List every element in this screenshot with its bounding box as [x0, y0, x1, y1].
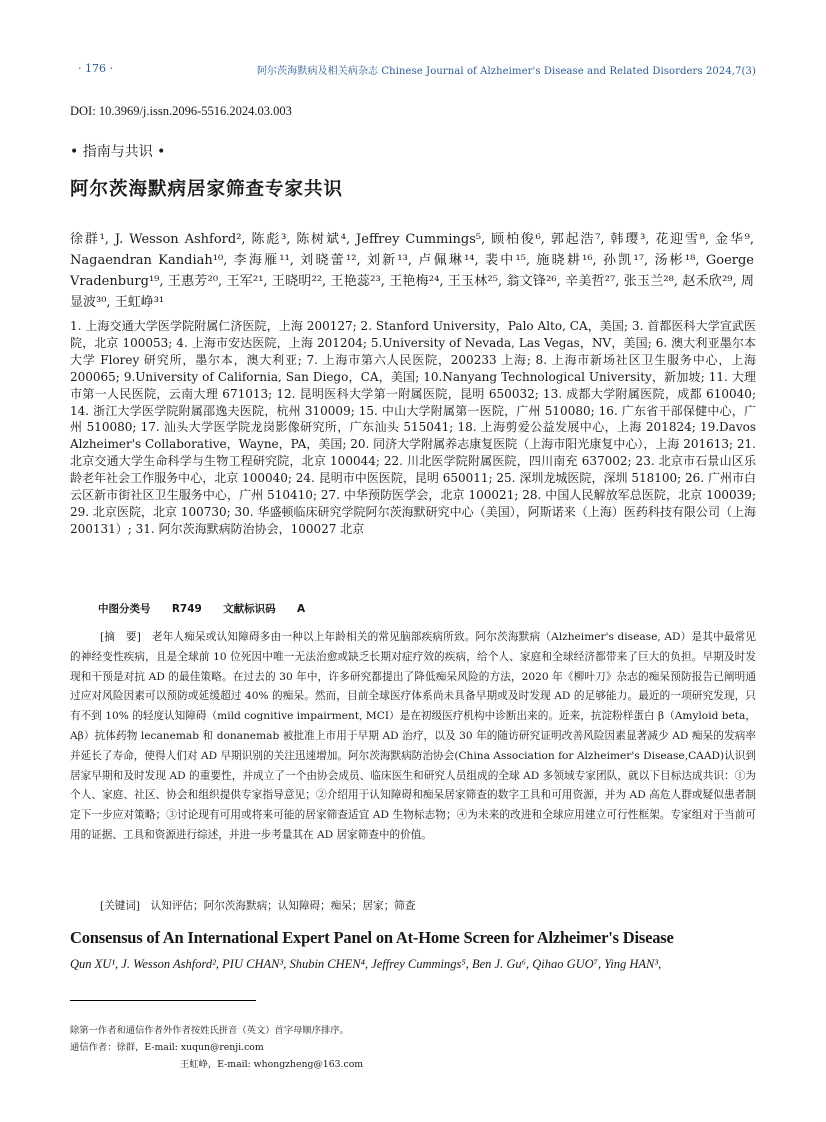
author-list-cn: 徐群¹, J. Wesson Ashford², 陈彪³, 陈树斌⁴, Jeffrey Cummings⁵, 顾柏俊⁶, 郭起浩⁷, 韩璎³, 花迎雪⁸, 金华⁹, Nagaendran Kandiah¹⁰, 李海雁¹¹, 刘晓蕾¹², 刘新¹³, 卢佩琳¹⁴, 裴中¹⁵, 施晓耕¹⁶, 孙凯¹⁷, 汤彬¹⁸, Goerge Vradenburg¹⁹, 王惠芳²⁰, 王军²¹, 王晓明²², 王艳蕊²³, 王艳梅²⁴, 王玉林²⁵, 翁文锋²⁶, 辛美哲²⁷, 张玉兰²⁸, 赵禾欣²⁹, 周显波³⁰, 王虹峥³¹	[70, 232, 754, 310]
footnote-divider	[70, 1000, 256, 1001]
clc-label: 中图分类号	[98, 603, 151, 615]
affiliation-text: 1. 上海交通大学医学院附属仁济医院，上海 200127; 2. Stanford University，Palo Alto, CA，美国; 3. 首都医科大学宣武医院，北京 100053; 4. 上海市安达医院，上海 201204; 5.University of Nevada, Las Vegas，NV，美国; 6. 澳大利亚墨尔本大学 Florey 研究所，墨尔本，澳大利亚; 7. 上海市第六人民医院，200233 上海; 8. 上海市新场社区卫生服务中心，上海 200065; 9.University of California, San Diego，CA，美国; 10.Nanyang Technological University，新加坡; 11. 大理市第一人民医院，云南大理 671013; 12. 昆明医科大学第一附属医院，昆明 650032; 13. 成都大学附属医院，成都 610040; 14. 浙江大学医学院附属邵逸夫医院，杭州 310009; 15. 中山大学附属第一医院，广州 510080; 16. 广东省干部保健中心，广州 510080; 17. 汕头大学医学院龙岗影像研究所，广东汕头 515041; 18. 上海剪爱公益发展中心，上海 201824; 19.Davos Alzheimer's Collaborative，Wayne，PA，美国; 20. 同济大学附属养志康复医院（上海市阳光康复中心），上海 201613; 21. 北京交通大学生命科学与生物工程研究院，北京 100044; 22. 川北医学院附属医院，四川南充 637002; 23. 北京市石景山区乐龄老年社会工作服务中心，北京 100040; 24. 昆明市中医医院，昆明 650011; 25. 深圳龙城医院，深圳 518100; 26. 广州市白云区新市街社区卫生服务中心，广州 510410; 27. 中华预防医学会，北京 100021; 28. 中国人民解放军总医院，北京 100039; 29. 北京医院，北京 100730; 30. 华盛顿临床研究学院阿尔茨海默研究中心（美国），阿斯诺来（上海）医药科技有限公司（上海 200131）; 31. 阿尔茨海默病防治协会，100027 北京	[70, 319, 756, 536]
classification-line	[98, 601, 305, 616]
journal-title: 阿尔茨海默病及相关病杂志 Chinese Journal of Alzheimer's Disease and Related Disorders 2024,7(3)	[256, 66, 756, 77]
author-order-note: 除第一作者和通信作者外作者按姓氏拼音（英文）首字母顺序排序。	[70, 1025, 349, 1036]
affiliations	[70, 318, 756, 538]
running-header	[70, 62, 756, 80]
corresponding-author-2[interactable]: 王虹峥，E-mail: whongzheng@163.com	[180, 1059, 364, 1070]
abstract-cn: [摘 要] 老年人痴呆或认知障碍多由一种以上年龄相关的常见脑部疾病所致。阿尔茨海默病（Alzheimer's disease, AD）是其中最常见的神经变性疾病，且是全球前 10 位死因中唯一无法治愈或缺乏长期对症疗效的疾病，给个人、家庭和全球经济都带来了巨大的负担。早期及时发现和干预是对抗 AD 的最佳策略。在过去的 30 年中，许多研究都提出了降低痴呆风险的方法，2020 年《柳叶刀》杂志的痴呆预防报告已阐明通过应对风险因素可以预防或延缓超过 40% 的痴呆。然而，目前全球医疗体系尚未具备早期或及时发现 AD 的足够能力。最近的一项研究发现，只有不到 10% 的轻度认知障碍（mild cognitive impairment, MCI）是在初级医疗机构中诊断出来的。近来，抗淀粉样蛋白 β（Amyloid beta，Aβ）抗体药物 lecanemab 和 donanemab 被批准上市用于早期 AD 治疗，以及 30 年的随访研究证明改善风险因素显著减少 AD 痴呆的发病率并延长了寿命，使得人们对 AD 早期识别的关注迅速增加。阿尔茨海默病防治协会(China Association for Alzheimer's Disease,CAAD)认识到居家早期和及时发现 AD 的重要性，并成立了一个由协会成员、临床医生和研究人员组成的全球 AD 多领域专家团队，就以下目标达成共识：①为个人、家庭、社区、协会和组织提供专家指导意见；②介绍用于认知障碍和痴呆居家筛查的数字工具和可用资源，并为 AD 高危人群或疑似患者制定下一步应对策略；③讨论现有可用或将来可能的居家筛查适宜 AD 生物标志物；④为未来的改进和全球应用建立可行性框架。专家组对于当前可用的证据、工具和资源进行综述，并进一步考量其在 AD 居家筛查中的价值。	[70, 631, 756, 841]
article-title-en: Consensus of An International Expert Panel on At-Home Screen for Alzheimer's Disease	[70, 928, 674, 947]
corresponding-author-1[interactable]: 通信作者：徐群，E-mail: xuqun@renji.com	[70, 1042, 264, 1053]
article-title-cn: 阿尔茨海默病居家筛查专家共识	[70, 179, 344, 200]
doc-code-label: 文献标识码	[223, 603, 276, 615]
doc-code: A	[296, 603, 306, 615]
page-number: · 176 ·	[78, 62, 113, 75]
section-tag: • 指南与共识 •	[70, 144, 166, 160]
doi[interactable]: DOI: 10.3969/j.issn.2096-5516.2024.03.003	[70, 104, 292, 118]
keywords-cn: [关键词] 认知评估；阿尔茨海默病；认知障碍；痴呆；居家；筛查	[100, 900, 416, 912]
footnotes	[70, 1022, 756, 1073]
clc-code: R749	[171, 603, 202, 615]
author-list-en: Qun XU¹, J. Wesson Ashford², PIU CHAN³, Shubin CHEN⁴, Jeffrey Cummings⁵, Ben J. Gu⁶, Qihao GUO⁷, Ying HAN³,	[70, 957, 662, 971]
